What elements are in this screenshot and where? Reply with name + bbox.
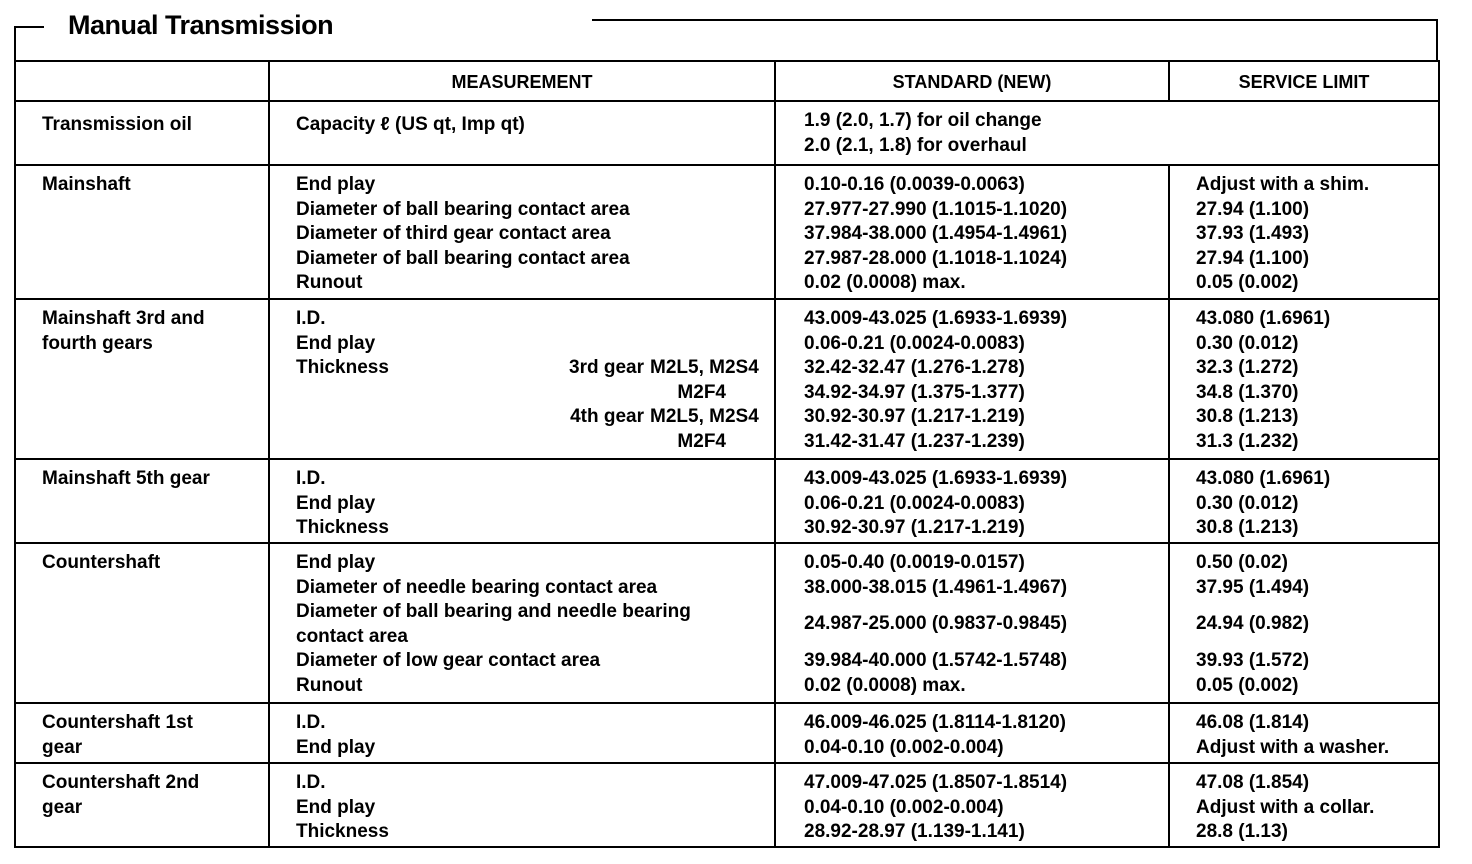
- header-measurement: MEASUREMENT: [269, 61, 775, 101]
- measurement-line: Thickness: [296, 357, 389, 378]
- limit-line: 39.93 (1.572): [1196, 650, 1310, 671]
- standard-line: 31.42-31.47 (1.237-1.239): [804, 430, 1025, 452]
- limit-line: 37.93 (1.493): [1196, 223, 1310, 244]
- measurement-line: Diameter of needle bearing contact area: [296, 576, 658, 598]
- measurement-line: End play: [296, 552, 376, 573]
- frame-line-left-vertical: [14, 26, 16, 62]
- measurement-line: Thickness: [296, 821, 389, 842]
- standard-line: 39.984-40.000 (1.5742-1.5748): [804, 650, 1068, 671]
- measurement-line: End play: [296, 174, 376, 195]
- row-name: Mainshaft: [42, 174, 131, 195]
- measurement-line: End play: [296, 796, 376, 818]
- limit-line: 28.8 (1.13): [1196, 821, 1288, 842]
- standard-line: 30.92-30.97 (1.217-1.219): [804, 406, 1025, 427]
- model-label: M2L5, M2S4: [650, 406, 759, 427]
- limit-line: 27.94 (1.100): [1196, 247, 1310, 269]
- limit-line: 27.94 (1.100): [1196, 198, 1310, 220]
- table-row-countershaft-2nd: [15, 763, 1439, 847]
- standard-line: 47.009-47.025 (1.8507-1.8514): [804, 772, 1068, 793]
- standard-line: 0.06-0.21 (0.0024-0.0083): [804, 332, 1025, 354]
- limit-line: 0.30 (0.012): [1196, 492, 1299, 514]
- limit-line: 0.05 (0.002): [1196, 674, 1299, 696]
- limit-line: 0.30 (0.012): [1196, 332, 1299, 354]
- table-row-mainshaft-3rd-4th: [15, 299, 1439, 459]
- limit-line: 24.94 (0.982): [1196, 613, 1310, 635]
- measurement-line: End play: [296, 736, 376, 758]
- limit-line: 43.080 (1.6961): [1196, 308, 1331, 329]
- limit-line: Adjust with a shim.: [1196, 174, 1370, 195]
- measurement-line: Diameter of ball bearing contact area: [296, 247, 630, 269]
- standard-line: 30.92-30.97 (1.217-1.219): [804, 517, 1025, 538]
- standard-line: 0.10-0.16 (0.0039-0.0063): [804, 174, 1025, 195]
- row-name: Mainshaft 3rd and: [42, 308, 205, 329]
- model-label: M2F4: [677, 381, 726, 403]
- header-item: [15, 61, 269, 101]
- standard-line: 27.977-27.990 (1.1015-1.1020): [804, 198, 1068, 220]
- standard-line: 28.92-28.97 (1.139-1.141): [804, 821, 1025, 842]
- limit-line: Adjust with a washer.: [1196, 736, 1390, 758]
- standard-line: 2.0 (2.1, 1.8) for overhaul: [804, 134, 1027, 156]
- standard-line: 27.987-28.000 (1.1018-1.1024): [804, 247, 1068, 269]
- limit-line: 0.05 (0.002): [1196, 272, 1299, 293]
- measurement-line: End play: [296, 492, 376, 514]
- limit-line: 43.080 (1.6961): [1196, 468, 1331, 489]
- standard-line: 34.92-34.97 (1.375-1.377): [804, 381, 1025, 403]
- measurement-line: Capacity ℓ (US qt, Imp qt): [296, 114, 525, 135]
- measurement-line: Runout: [296, 272, 363, 293]
- limit-line: 30.8 (1.213): [1196, 406, 1299, 427]
- standard-line: 32.42-32.47 (1.276-1.278): [804, 357, 1025, 378]
- frame-line-right-vertical: [1436, 19, 1438, 62]
- standard-line: 24.987-25.000 (0.9837-0.9845): [804, 613, 1068, 635]
- row-name: Transmission oil: [42, 114, 192, 135]
- row-name: Countershaft 1st: [42, 712, 193, 733]
- model-label: M2F4: [677, 430, 726, 452]
- measurement-line: Diameter of third gear contact area: [296, 223, 611, 244]
- thickness-grid: [296, 356, 770, 454]
- limit-line: 37.95 (1.494): [1196, 576, 1310, 598]
- row-name: Mainshaft 5th gear: [42, 468, 210, 489]
- table-row-mainshaft: [15, 165, 1439, 299]
- table-row-countershaft: [15, 543, 1439, 703]
- frame-line-right: [592, 19, 1438, 21]
- gear-label: [490, 430, 650, 455]
- standard-line: 0.04-0.10 (0.002-0.004): [804, 736, 1004, 758]
- standard-line: 1.9 (2.0, 1.7) for oil change: [804, 110, 1042, 131]
- measurement-line: Thickness: [296, 517, 389, 538]
- gear-label: 3rd gear: [569, 357, 644, 378]
- header-standard: STANDARD (NEW): [775, 61, 1169, 101]
- limit-line: 31.3 (1.232): [1196, 430, 1299, 452]
- page-title: Manual Transmission: [68, 10, 334, 40]
- measurement-line: I.D.: [296, 712, 326, 733]
- standard-line: 37.984-38.000 (1.4954-1.4961): [804, 223, 1068, 244]
- standard-line: 0.02 (0.0008) max.: [804, 674, 966, 696]
- standard-line: 0.06-0.21 (0.0024-0.0083): [804, 492, 1025, 514]
- row-name: Countershaft 2nd: [42, 772, 200, 793]
- measurement-line: Diameter of ball bearing contact area: [296, 198, 630, 220]
- standard-line: 43.009-43.025 (1.6933-1.6939): [804, 468, 1068, 489]
- limit-line: 47.08 (1.854): [1196, 772, 1310, 793]
- limit-line: 32.3 (1.272): [1196, 357, 1299, 378]
- standard-line: 0.04-0.10 (0.002-0.004): [804, 796, 1004, 818]
- standard-line: 0.02 (0.0008) max.: [804, 272, 966, 293]
- limit-line: 30.8 (1.213): [1196, 517, 1299, 538]
- row-name: gear: [42, 796, 83, 818]
- measurement-line: I.D.: [296, 308, 326, 329]
- spec-table: [14, 60, 1440, 848]
- gear-label: 4th gear: [570, 406, 644, 427]
- limit-line: 0.50 (0.02): [1196, 552, 1288, 573]
- model-label: M2L5, M2S4: [650, 357, 759, 378]
- row-name: gear: [42, 736, 83, 758]
- standard-line: 46.009-46.025 (1.8114-1.8120): [804, 712, 1066, 733]
- measurement-line: Diameter of ball bearing and needle bearing contact area: [296, 601, 691, 647]
- measurement-line: Runout: [296, 674, 363, 696]
- frame-line-left: [14, 26, 44, 28]
- standard-line: 38.000-38.015 (1.4961-1.4967): [804, 576, 1068, 598]
- table-row-countershaft-1st: [15, 703, 1439, 763]
- limit-line: Adjust with a collar.: [1196, 796, 1375, 818]
- limit-line: 46.08 (1.814): [1196, 712, 1310, 733]
- measurement-line: End play: [296, 332, 376, 354]
- measurement-line: I.D.: [296, 772, 326, 793]
- gear-label: [490, 381, 650, 406]
- standard-line: 0.05-0.40 (0.0019-0.0157): [804, 552, 1025, 573]
- header-service-limit: SERVICE LIMIT: [1169, 61, 1439, 101]
- header-row: [15, 61, 1439, 101]
- row-name: fourth gears: [42, 332, 153, 354]
- measurement-line: Diameter of low gear contact area: [296, 650, 601, 671]
- limit-line: 34.8 (1.370): [1196, 381, 1299, 403]
- standard-line: 43.009-43.025 (1.6933-1.6939): [804, 308, 1068, 329]
- measurement-line: I.D.: [296, 468, 326, 489]
- table-row-transmission-oil: [15, 101, 1439, 165]
- table-row-mainshaft-5th: [15, 459, 1439, 543]
- row-name: Countershaft: [42, 552, 161, 573]
